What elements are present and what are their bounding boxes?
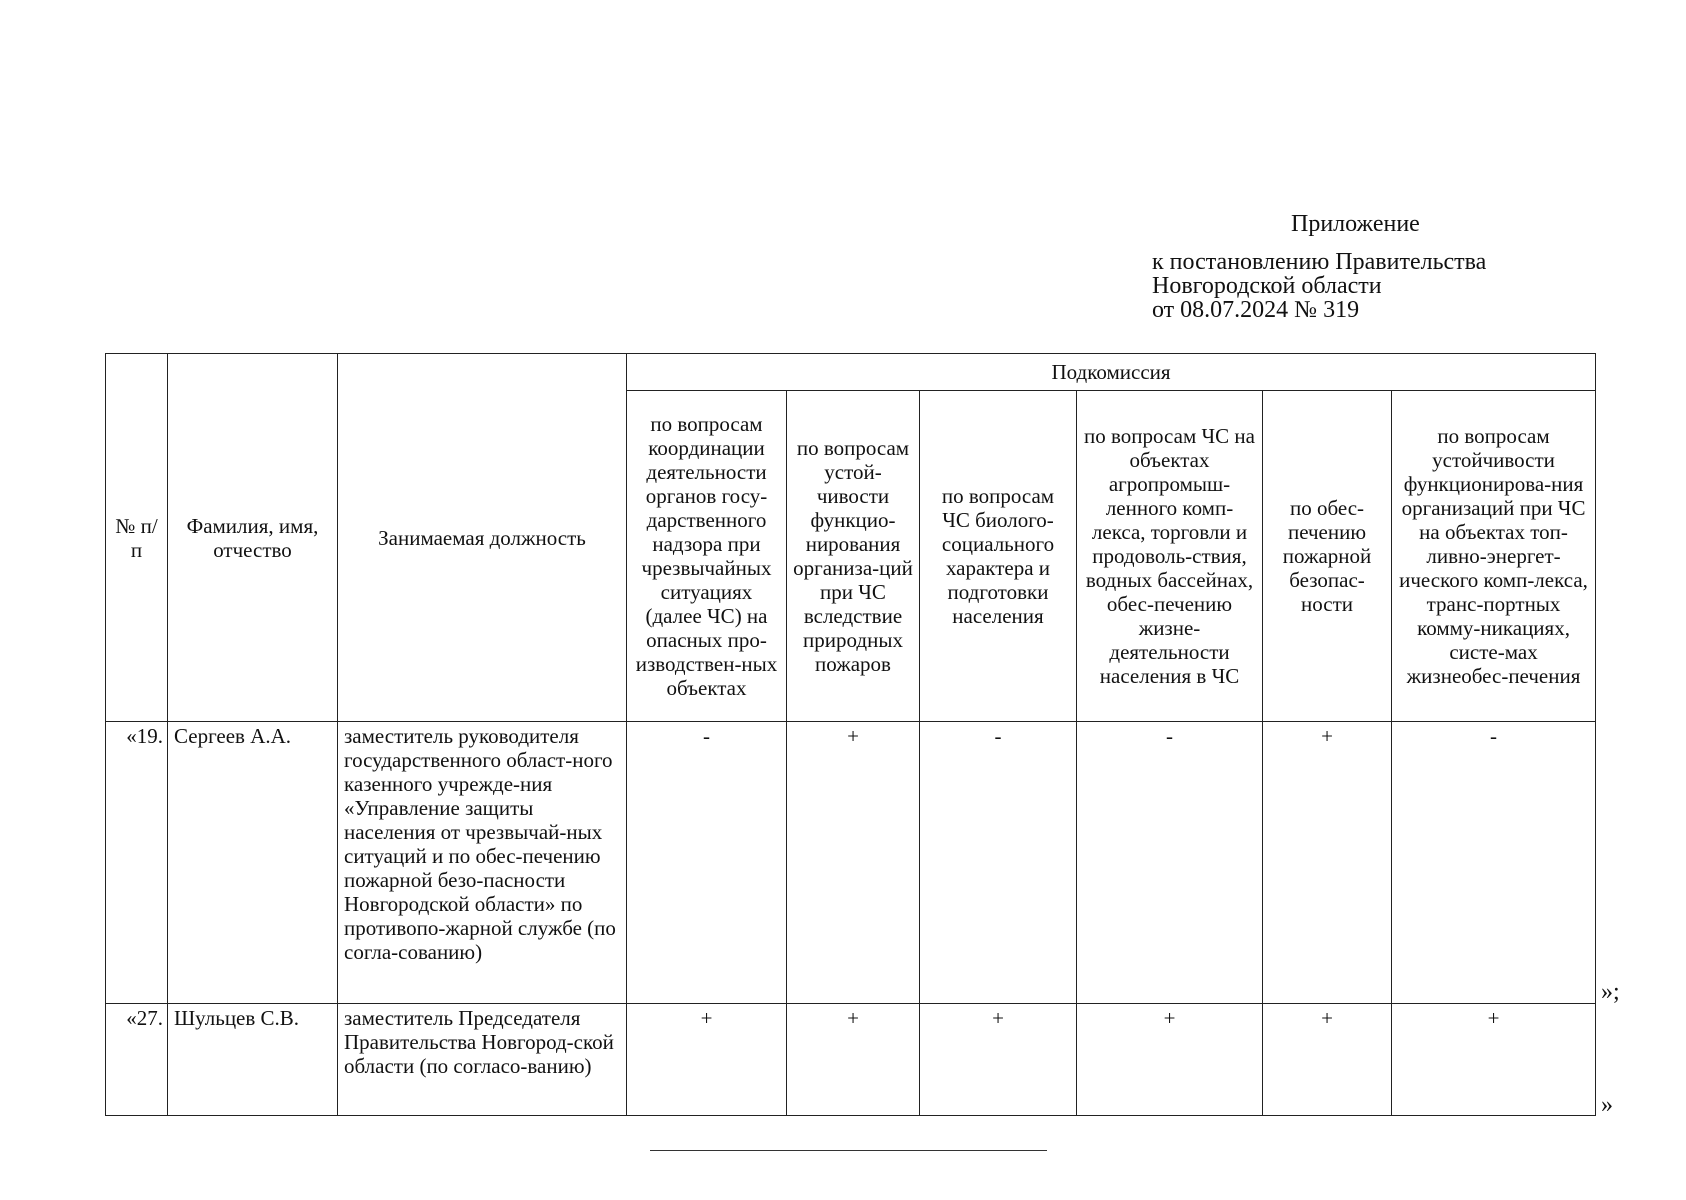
participation-mark: +	[1263, 1004, 1392, 1116]
participation-mark: +	[920, 1004, 1077, 1116]
header-subcommission-group: Подкомиссия	[627, 354, 1596, 391]
member-position: заместитель руководителя государственного област-ного казенного учрежде-ния «Управление защиты населения от чрезвычай-ных ситуаций и по обес-печению пожарной безо-пасности Новгородской области» по противопо-жарной службе (по согла-сованию)	[338, 722, 627, 1004]
closing-quote-row-19: »;	[1601, 979, 1620, 1005]
header-subcommission-2: по вопросам устой-чивости функцио-нирования организа-ций при ЧС вследствие природных пожаров	[787, 391, 920, 722]
closing-quote-row-27: »	[1601, 1092, 1613, 1118]
appendix-line-3: от 08.07.2024 № 319	[1152, 297, 1360, 323]
commission-table	[105, 353, 1596, 1116]
appendix-line-1: к постановлению Правительства	[1152, 249, 1487, 275]
appendix-title: Приложение	[1291, 211, 1420, 237]
header-subcommission-3: по вопросам ЧС биолого-социального характера и подготовки населения	[920, 391, 1077, 722]
appendix-header	[1152, 212, 1486, 322]
member-position: заместитель Председателя Правительства Новгород-ской области (по согласо-ванию)	[338, 1004, 627, 1116]
row-number: «19.	[106, 722, 168, 1004]
header-subcommission-4: по вопросам ЧС на объектах агропромыш-ленного комп-лекса, торговли и продоволь-ствия, водных бассейнах, обес-печению жизне-деятельности населения в ЧС	[1077, 391, 1263, 722]
header-subcommission-5: по обес-печению пожарной безопас-ности	[1263, 391, 1392, 722]
header-num: № п/п	[106, 354, 168, 722]
header-subcommission-1: по вопросам координации деятельности органов госу-дарственного надзора при чрезвычайных ситуациях (далее ЧС) на опасных про-изводствен-ных объектах	[627, 391, 787, 722]
header-position: Занимаемая должность	[338, 354, 627, 722]
appendix-line-2: Новгородской области	[1152, 273, 1382, 299]
participation-mark: -	[627, 722, 787, 1004]
row-number: «27.	[106, 1004, 168, 1116]
participation-mark: +	[787, 722, 920, 1004]
member-name: Шульцев С.В.	[168, 1004, 338, 1116]
table-row	[106, 1004, 1596, 1116]
table-row	[106, 722, 1596, 1004]
participation-mark: +	[1077, 1004, 1263, 1116]
participation-mark: -	[920, 722, 1077, 1004]
participation-mark: -	[1077, 722, 1263, 1004]
participation-mark: +	[627, 1004, 787, 1116]
participation-mark: +	[1263, 722, 1392, 1004]
participation-mark: +	[787, 1004, 920, 1116]
header-subcommission-6: по вопросам устойчивости функционирова-ния организаций при ЧС на объектах топ-ливно-энергет-ического комп-лекса, транс-портных комму-никациях, систе-мах жизнеобес-печения	[1392, 391, 1596, 722]
participation-mark: -	[1392, 722, 1596, 1004]
footer-divider	[650, 1150, 1047, 1151]
header-name: Фамилия, имя, отчество	[168, 354, 338, 722]
member-name: Сергеев А.А.	[168, 722, 338, 1004]
participation-mark: +	[1392, 1004, 1596, 1116]
